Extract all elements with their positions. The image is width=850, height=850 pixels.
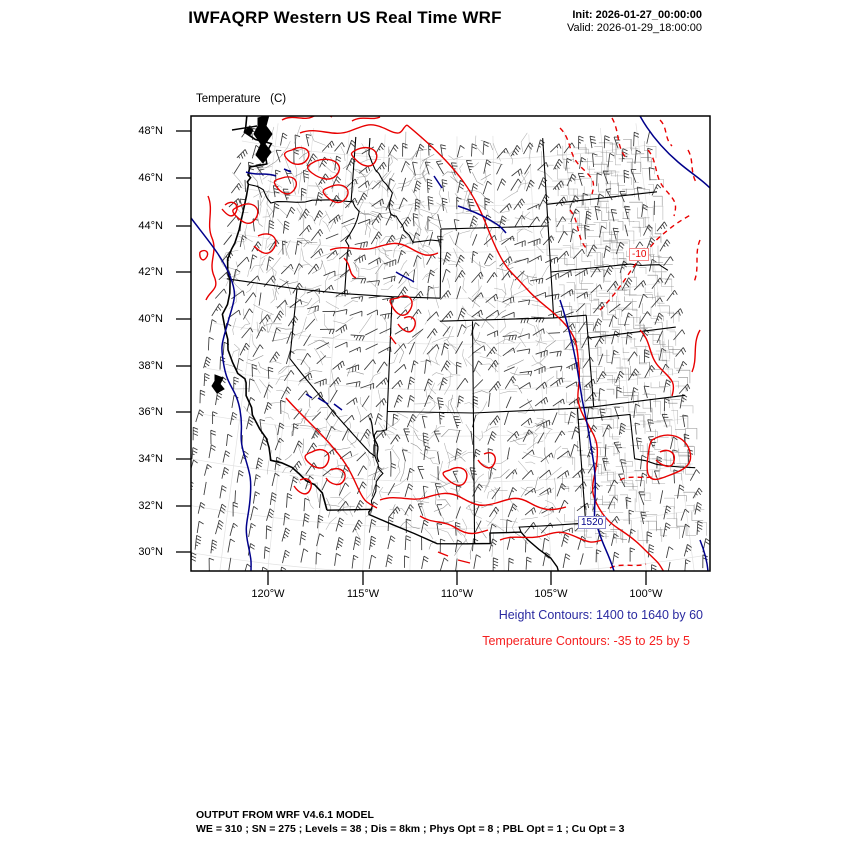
lat-tick-label: 46°N [138,172,163,184]
valid-timestamp: Valid: 2026-01-29_18:00:00 [567,22,702,34]
height-contour-info: Height Contours: 1400 to 1640 by 60 [498,608,703,622]
height-contour-label: 1520 [578,516,606,529]
lon-tick-label: 100°W [629,588,663,600]
model-config-line: WE = 310 ; SN = 275 ; Levels = 38 ; Dis = 8km ; Phys Opt = 8 ; PBL Opt = 1 ; Cu Opt = 3 [196,823,625,835]
lat-tick-label: 34°N [138,453,163,465]
lat-tick-label: 48°N [138,125,163,137]
lat-tick-label: 38°N [138,360,163,372]
model-output-line: OUTPUT FROM WRF V4.6.1 MODEL [196,809,374,821]
lon-tick-label: 120°W [251,588,285,600]
lat-tick-label: 40°N [138,313,163,325]
lat-tick-label: 36°N [138,406,163,418]
init-timestamp: Init: 2026-01-27_00:00:00 [572,9,702,21]
field-temperature: Temperature (C) [196,93,287,105]
lat-tick-label: 32°N [138,500,163,512]
temperature-contour-label: -10 [629,248,649,261]
lon-tick-label: 115°W [346,588,380,600]
temperature-contour-info: Temperature Contours: -35 to 25 by 5 [482,634,690,648]
lat-tick-label: 30°N [138,546,163,558]
lon-tick-label: 105°W [534,588,568,600]
map-layers [179,109,710,598]
lat-tick-label: 42°N [138,266,163,278]
page-title: IWFAQRP Western US Real Time WRF [188,8,502,27]
lon-tick-label: 110°W [440,588,474,600]
lat-tick-label: 44°N [138,220,163,232]
